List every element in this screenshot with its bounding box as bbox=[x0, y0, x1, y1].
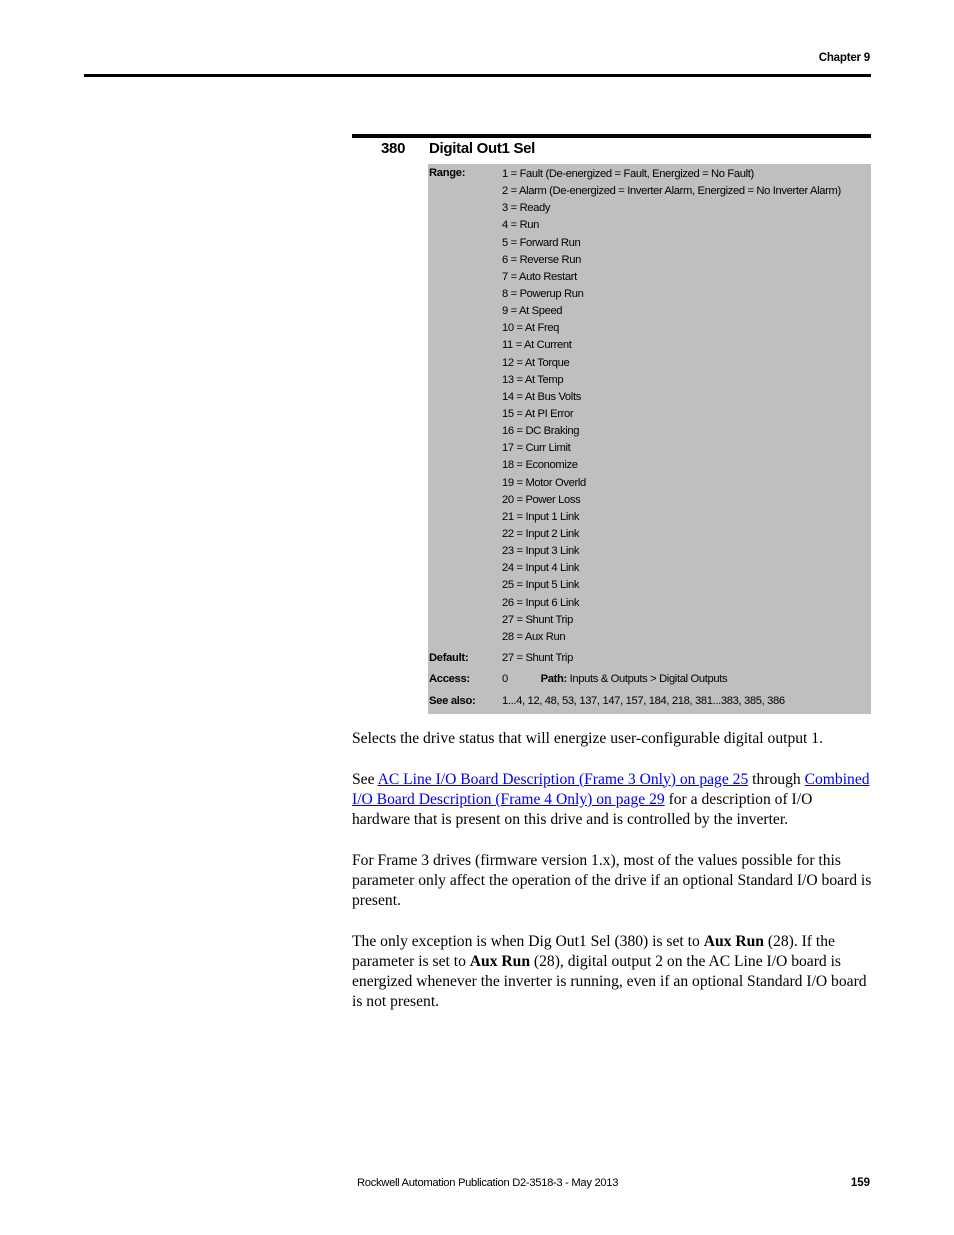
range-item: 11 = At Current bbox=[502, 339, 572, 352]
parameter-table bbox=[428, 164, 871, 714]
range-item: 13 = At Temp bbox=[502, 373, 564, 386]
description-text: For Frame 3 drives (firmware version 1.x), most of the values possible for this parameter only affect the operation of the drive if an optional Standard I/O board is present. bbox=[352, 851, 872, 909]
aux-run-term: Aux Run bbox=[469, 952, 531, 970]
range-item: 7 = Auto Restart bbox=[502, 270, 577, 283]
description-text: for a description of I/O hardware that is present on this drive and is controlled by the inverter. bbox=[352, 790, 813, 828]
range-label: Range: bbox=[429, 167, 466, 179]
description-paragraph bbox=[352, 729, 872, 749]
page-number: 159 bbox=[850, 1177, 870, 1189]
description-text: (28), digital output 2 on the AC Line I/O board is energized whenever the inverter is running, even if an optional Standard I/O board is not present. bbox=[352, 952, 867, 1011]
description-paragraph bbox=[352, 851, 872, 912]
range-item: 23 = Input 3 Link bbox=[502, 545, 580, 558]
range-item: 2 = Alarm (De-energized = Inverter Alarm, Energized = No Inverter Alarm) bbox=[502, 185, 841, 198]
range-item: 21 = Input 1 Link bbox=[502, 510, 580, 523]
description-text: through bbox=[748, 770, 805, 788]
range-item: 27 = Shunt Trip bbox=[502, 613, 573, 626]
range-item: 24 = Input 4 Link bbox=[502, 562, 580, 575]
access-label: Access: bbox=[429, 673, 470, 685]
chapter-label: Chapter 9 bbox=[818, 52, 870, 64]
aux-run-term: Aux Run bbox=[703, 932, 764, 950]
range-item: 4 = Run bbox=[502, 219, 540, 232]
range-item: 1 = Fault (De-energized = Fault, Energized = No Fault) bbox=[502, 168, 754, 180]
range-item: 6 = Reverse Run bbox=[502, 253, 582, 266]
default-value: 27 = Shunt Trip bbox=[502, 652, 573, 664]
range-item: 12 = At Torque bbox=[502, 356, 570, 369]
ac-line-io-board-link[interactable]: AC Line I/O Board Description (Frame 3 Only) on page 25 bbox=[377, 770, 749, 788]
range-list bbox=[502, 167, 841, 647]
description-text: Selects the drive status that will energize user-configurable digital output 1. bbox=[352, 730, 823, 747]
description-text: (28). If the parameter is set to bbox=[352, 932, 835, 970]
range-item: 20 = Power Loss bbox=[502, 493, 581, 506]
range-item: 10 = At Freq bbox=[502, 322, 560, 335]
description-paragraph bbox=[352, 932, 872, 1013]
description-paragraph bbox=[352, 770, 872, 831]
combined-io-board-link[interactable]: Combined I/O Board Description (Frame 4 Only) on page 29 bbox=[352, 770, 870, 808]
description bbox=[352, 729, 872, 1033]
access-level: 0 bbox=[502, 673, 508, 685]
default-label: Default: bbox=[429, 652, 469, 664]
see-also-label: See also: bbox=[429, 695, 476, 707]
range-item: 19 = Motor Overld bbox=[502, 476, 586, 489]
range-item: 3 = Ready bbox=[502, 202, 551, 215]
path-label: Path: bbox=[540, 673, 567, 685]
access-value bbox=[502, 673, 727, 685]
range-item: 28 = Aux Run bbox=[502, 630, 566, 643]
header-rule bbox=[84, 74, 871, 77]
parameter-name: Digital Out1 Sel bbox=[429, 140, 536, 157]
description-text: See bbox=[352, 770, 378, 788]
range-item: 16 = DC Braking bbox=[502, 425, 580, 438]
range-item: 9 = At Speed bbox=[502, 305, 563, 318]
range-item: 8 = Powerup Run bbox=[502, 287, 584, 300]
range-item: 5 = Forward Run bbox=[502, 236, 581, 249]
range-item: 17 = Curr Limit bbox=[502, 442, 571, 455]
path-value: Inputs & Outputs > Digital Outputs bbox=[569, 673, 728, 685]
range-item: 18 = Economize bbox=[502, 459, 578, 472]
range-item: 25 = Input 5 Link bbox=[502, 579, 580, 592]
range-item: 15 = At PI Error bbox=[502, 407, 574, 420]
footer-publication: Rockwell Automation Publication D2-3518-3 - May 2013 bbox=[357, 1177, 619, 1189]
range-item: 22 = Input 2 Link bbox=[502, 527, 580, 540]
range-item: 14 = At Bus Volts bbox=[502, 390, 581, 403]
range-item: 26 = Input 6 Link bbox=[502, 596, 580, 609]
see-also-value: 1...4, 12, 48, 53, 137, 147, 157, 184, 218, 381...383, 385, 386 bbox=[502, 695, 785, 707]
description-text: The only exception is when Dig Out1 Sel (380) is set to bbox=[352, 932, 704, 950]
parameter-rule bbox=[352, 134, 871, 138]
parameter-number: 380 bbox=[381, 140, 406, 157]
